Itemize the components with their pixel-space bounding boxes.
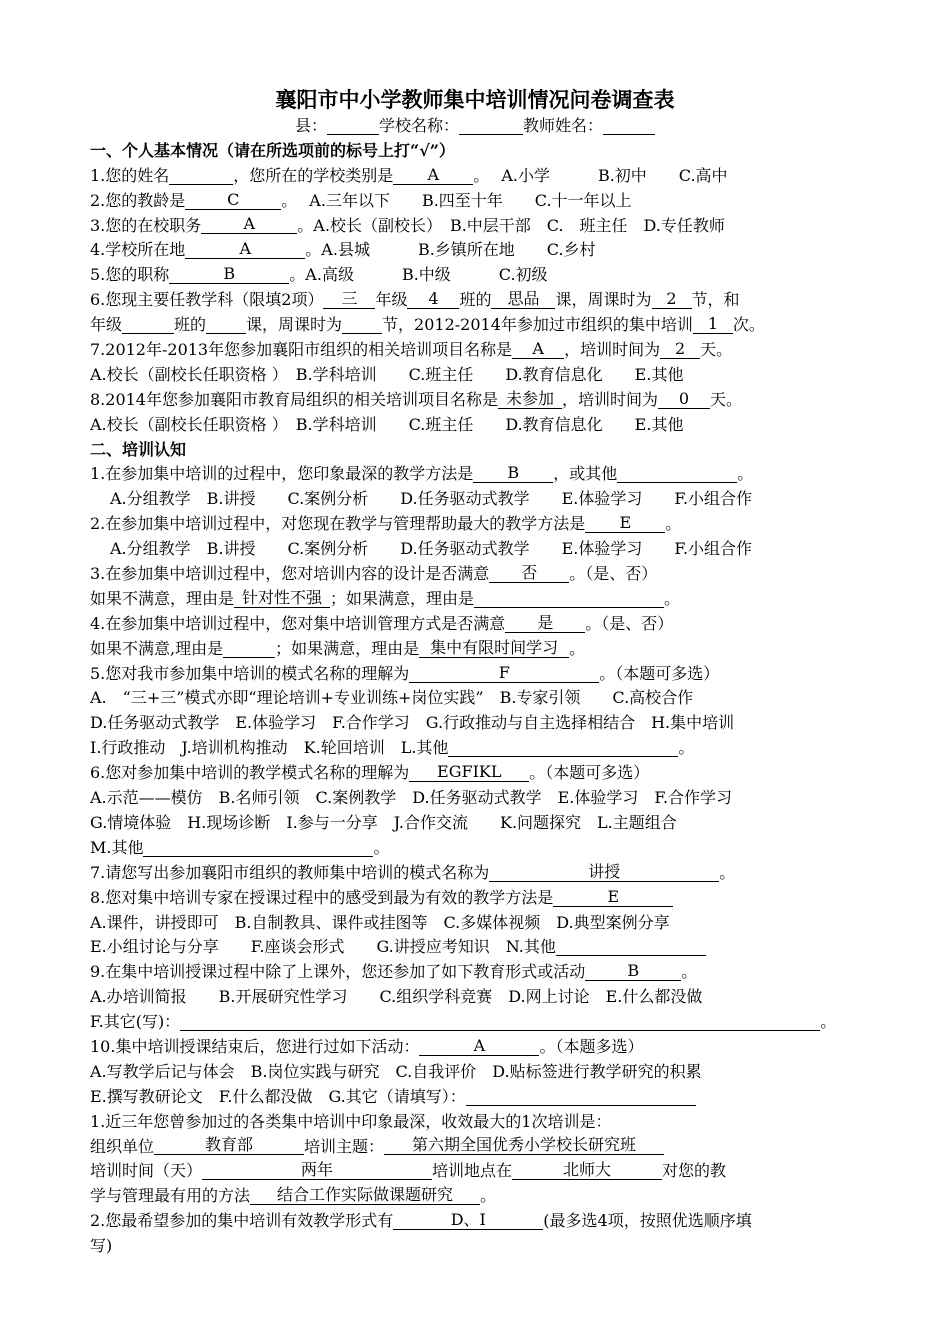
page-title: 襄阳市中小学教师集中培训情况问卷调查表: [275, 87, 675, 112]
p4-end2: 。: [569, 638, 586, 658]
q6-grade2-label: 年级: [90, 315, 123, 335]
p8-answer[interactable]: E: [553, 888, 673, 907]
r2-answer[interactable]: D、I: [393, 1211, 543, 1230]
q1-text-b: ，您所在的学校类别是: [233, 165, 394, 185]
p6-end: 。（本题可多选）: [529, 763, 650, 783]
q1-text: 1.您的姓名: [90, 165, 170, 185]
q6-class2-label: 班的: [174, 315, 207, 335]
p6-options-3-end: 。: [373, 837, 390, 857]
r-question-2-cont: 写): [90, 1236, 113, 1256]
p-question-5: [90, 662, 860, 687]
p7-text: 7.请您写出参加襄阳市组织的教师集中培训的模式名称为: [90, 862, 490, 882]
r1-org-label: 组织单位: [90, 1136, 155, 1156]
q8-text: 8.2014年您参加襄阳市教育局组织的相关培训项目名称是: [90, 389, 498, 409]
q5-text: 5.您的职称: [90, 265, 170, 285]
q6-grade-label: 年级: [375, 290, 408, 310]
p7-answer[interactable]: 讲授: [489, 863, 719, 882]
p9-answer[interactable]: B: [585, 962, 681, 981]
q4-end: 。: [305, 240, 322, 260]
q4-text: 4.学校所在地: [90, 240, 186, 260]
q6-end: 次。: [732, 315, 765, 335]
p10-options-2-text: E.撰写教研论文 F.什么都没做 G.其它（请填写）：: [90, 1086, 466, 1106]
p-question-2: [90, 512, 860, 537]
q7-time-label: ，培训时间为: [564, 340, 661, 360]
section-2-heading: 二、培训认知: [90, 439, 187, 459]
p4-reason-label: 如果不满意,理由是: [90, 638, 224, 658]
p2-end: 。: [665, 514, 682, 534]
question-7: [90, 338, 860, 363]
r-question-1-method: [90, 1184, 860, 1209]
questionnaire-page: [90, 86, 860, 1259]
q6-hours2[interactable]: [342, 315, 382, 334]
p-question-10-options-2: [90, 1085, 860, 1110]
q2-end: 。: [281, 190, 298, 210]
p-question-8: [90, 886, 860, 911]
r-question-1: 1.近三年您曾参加过的各类集中培训中印象最深，收效最大的1次培训是：: [90, 1111, 612, 1131]
r1-method-label-2: 学与管理最有用的方法: [90, 1186, 251, 1206]
question-2: [90, 189, 860, 214]
q2-options: A.三年以下 B.四至十年 C.十一年以上: [309, 190, 632, 210]
q6-training-times[interactable]: 1: [693, 315, 733, 334]
r1-place-label: 培训地点在: [432, 1161, 513, 1181]
q2-text: 2.您的教龄是: [90, 190, 186, 210]
r1-place-answer[interactable]: 北师大: [512, 1161, 662, 1180]
p10-text: 10.集中培训授课结束后，您进行过如下活动：: [90, 1036, 420, 1056]
p-question-10-options-1: A.写教学后记与体会 B.岗位实践与研究 C.自我评价 D.贴标签进行教学研究的积累: [90, 1061, 702, 1081]
p1-answer[interactable]: B: [473, 464, 553, 483]
p1-other-field[interactable]: [617, 464, 737, 483]
p-question-8-options-2: [90, 935, 860, 960]
p-question-9-options-2: [90, 1010, 860, 1035]
p1-other-label: ，或其他: [553, 464, 618, 484]
p-question-9: [90, 960, 860, 985]
q7-end: 天。: [700, 340, 733, 360]
r-question-1-org: [90, 1135, 860, 1160]
q6-subject[interactable]: 思品: [491, 290, 555, 309]
p10-other-field[interactable]: [466, 1087, 696, 1106]
question-1: [90, 164, 860, 189]
question-4: [90, 238, 860, 263]
q6-class-label: 班的: [459, 290, 492, 310]
q6-hours[interactable]: 2: [652, 290, 692, 309]
q7-text: 7.2012年-2013年您参加襄阳市组织的相关培训项目名称是: [90, 340, 513, 360]
p-question-5-options-3: [90, 736, 860, 761]
p2-text: 2.在参加集中培训过程中，对您现在教学与管理帮助最大的教学方法是: [90, 514, 586, 534]
q6-training-label: 节，2012-2014年参加过市组织的集中培训: [382, 315, 693, 335]
r1-org-answer[interactable]: 教育部: [154, 1136, 304, 1155]
r-question-1-time: [90, 1159, 860, 1184]
p4-satisfied-answer[interactable]: 集中有限时间学习: [419, 639, 569, 658]
r1-method-answer[interactable]: 结合工作实际做课题研究: [250, 1186, 480, 1205]
p6-answer[interactable]: EGFIKL: [409, 763, 529, 782]
q4-options: A.县城 B.乡镇所在地 C.乡村: [321, 240, 596, 260]
r1-time-label: 培训时间（天）: [90, 1161, 203, 1181]
p-question-5-options-2: D.任务驱动式教学 E.体验学习 F.合作学习 G.行政推动与自主选择相结合 H.集中培训: [90, 713, 735, 733]
p4-answer[interactable]: 是: [505, 614, 585, 633]
r2-text: 2.您最希望参加的集中培训有效教学形式有: [90, 1211, 394, 1231]
p-question-1-options: A.分组教学 B.讲授 C.案例分析 D.任务驱动式教学 E.体验学习 F.小组合作: [110, 489, 753, 509]
question-8-options: A.校长（副校长任职资格 ） B.学科培训 C.班主任 D.教育信息化 E.其他: [90, 414, 684, 434]
p9-text: 9.在集中培训授课过程中除了上课外，您还参加了如下教育形式或活动: [90, 962, 586, 982]
r1-method-label: 对您的教: [662, 1161, 727, 1181]
p3-satisfied-field[interactable]: [474, 589, 664, 608]
question-7-options: A.校长（副校长任职资格 ） B.学科培训 C.班主任 D.教育信息化 E.其他: [90, 364, 684, 384]
school-label: 学校名称：: [378, 116, 459, 135]
q5-answer[interactable]: B: [169, 265, 289, 284]
p4-satisfied-label: ；如果满意，理由是: [275, 638, 420, 658]
p-question-3: [90, 562, 860, 587]
p6-text: 6.您对参加集中培训的教学模式名称的理解为: [90, 763, 410, 783]
p-question-1: [90, 462, 860, 487]
q6-and: 节，和: [691, 290, 740, 310]
p3-text: 3.在参加集中培训过程中，您对培训内容的设计是否满意: [90, 564, 490, 584]
p3-reason-answer[interactable]: 针对性不强: [234, 589, 330, 608]
p9-other-field[interactable]: [180, 1012, 820, 1031]
p-question-7: [90, 861, 860, 886]
p4-end: 。（是、否）: [585, 613, 674, 633]
q6-grade2[interactable]: [122, 315, 174, 334]
q6-text: 6.您现主要任教学科（限填2项）: [90, 290, 324, 310]
county-label: 县：: [294, 116, 327, 135]
q6-class[interactable]: 4: [407, 290, 459, 309]
q3-options: A.校长（副校长） B.中层干部 C. 班主任 D.专任教师: [313, 215, 725, 235]
q5-options: A.高级 B.中级 C.初级: [305, 265, 548, 285]
q8-answer[interactable]: 未参加: [498, 390, 562, 409]
p-question-4-reason: [90, 637, 860, 662]
r-question-2: [90, 1209, 860, 1234]
p9-end: 。: [681, 962, 698, 982]
p3-answer[interactable]: 否: [489, 564, 569, 583]
teacher-field[interactable]: [603, 116, 655, 135]
p6-options-3-text: M.其他: [90, 837, 144, 857]
p3-end: 。（是、否）: [569, 564, 658, 584]
p3-satisfied-label: ；如果满意，理由是: [330, 588, 475, 608]
header-info: [90, 114, 860, 139]
q6-grade[interactable]: 三: [323, 290, 375, 309]
teacher-label: 教师姓名：: [523, 116, 604, 135]
p9-options-2-text: F.其它(写)：: [90, 1012, 181, 1032]
p8-text: 8.您对集中培训专家在授课过程中的感受到最为有效的教学方法是: [90, 887, 554, 907]
question-8: [90, 388, 860, 413]
q3-answer[interactable]: A: [201, 215, 297, 234]
p4-reason-field[interactable]: [223, 639, 275, 658]
p8-options-2-text: E.小组讨论与分享 F.座谈会形式 G.讲授应考知识 N.其他: [90, 937, 556, 957]
q3-end: 。: [297, 215, 314, 235]
p-question-10: [90, 1035, 860, 1060]
q2-answer[interactable]: C: [185, 191, 281, 210]
name-field[interactable]: [169, 166, 233, 185]
section-1-heading: 一、个人基本情况（请在所选项前的标号上打“√”）: [90, 140, 455, 160]
p3-end2: 。: [664, 588, 681, 608]
question-6: [90, 288, 860, 313]
p-question-3-reason: [90, 587, 860, 612]
p6-other-field[interactable]: [143, 838, 373, 857]
p10-answer[interactable]: A: [419, 1037, 539, 1056]
p5-other-field[interactable]: [448, 738, 678, 757]
r2-note: (最多选4项，按照优选顺序填: [543, 1211, 752, 1231]
r1-topic-answer[interactable]: 第六期全国优秀小学校长研究班: [384, 1136, 664, 1155]
county-field[interactable]: [327, 116, 379, 135]
r1-end: 。: [480, 1186, 497, 1206]
q1-end: 。: [473, 165, 490, 185]
p1-text: 1.在参加集中培训的过程中，您印象最深的教学方法是: [90, 464, 474, 484]
p-question-9-options-1: A.办培训简报 B.开展研究性学习 C.组织学科竞赛 D.网上讨论 E.什么都没做: [90, 987, 703, 1007]
p3-reason-label: 如果不满意，理由是: [90, 588, 235, 608]
q1-answer[interactable]: A: [393, 166, 473, 185]
q8-end: 天。: [710, 389, 743, 409]
p4-text: 4.在参加集中培训过程中，您对集中培训管理方式是否满意: [90, 613, 506, 633]
q3-text: 3.您的在校职务: [90, 215, 202, 235]
q8-days[interactable]: 0: [658, 390, 710, 409]
p-question-6-options-2: G.情境体验 H.现场诊断 I.参与一分享 J.合作交流 K.问题探究 L.主题组合: [90, 812, 677, 832]
p-question-4: [90, 612, 860, 637]
q6-subject2[interactable]: [206, 315, 246, 334]
p-question-8-options-1: A.课件，讲授即可 B.自制教具、课件或挂图等 C.多媒体视频 D.典型案例分享: [90, 912, 670, 932]
p5-answer[interactable]: F: [409, 664, 599, 683]
p2-answer[interactable]: E: [585, 514, 665, 533]
p-question-6-options-1: A.示范——模仿 B.名师引领 C.案例教学 D.任务驱动式教学 E.体验学习 F.合作学习: [90, 788, 733, 808]
p-question-2-options: A.分组教学 B.讲授 C.案例分析 D.任务驱动式教学 E.体验学习 F.小组合作: [110, 539, 753, 559]
q8-time-label: ，培训时间为: [562, 389, 659, 409]
school-field[interactable]: [459, 116, 523, 135]
p7-end: 。: [719, 862, 736, 882]
p5-text: 5.您对我市参加集中培训的模式名称的理解为: [90, 663, 410, 683]
question-6-cont: [90, 313, 860, 338]
r1-time-answer[interactable]: 两年: [202, 1161, 432, 1180]
p5-options-3-text: I.行政推动 J.培训机构推动 K.轮回培训 L.其他: [90, 738, 449, 758]
p10-end: 。（本题多选）: [539, 1036, 644, 1056]
p1-end: 。: [737, 464, 754, 484]
q7-days[interactable]: 2: [660, 340, 700, 359]
q7-answer[interactable]: A: [512, 340, 564, 359]
question-5: [90, 263, 860, 288]
p8-other-field[interactable]: [556, 937, 706, 956]
r1-topic-label: 培训主题：: [304, 1136, 385, 1156]
p-question-6: [90, 761, 860, 786]
q4-answer[interactable]: A: [185, 240, 305, 259]
q1-options: A.小学 B.初中 C.高中: [501, 165, 728, 185]
q6-hours-label: 课，周课时为: [555, 290, 652, 310]
q5-end: 。: [289, 265, 306, 285]
p5-options-3-end: 。: [678, 738, 695, 758]
p-question-6-options-3: [90, 836, 860, 861]
question-3: [90, 214, 860, 239]
p-question-5-options-1: A. “三+三”模式亦即“理论培训+专业训练+岗位实践” B.专家引领 C.高校合作: [90, 688, 694, 708]
p5-end: 。（本题可多选）: [599, 663, 720, 683]
p9-options-2-end: 。: [820, 1012, 837, 1032]
q6-hours2-label: 课，周课时为: [246, 315, 343, 335]
